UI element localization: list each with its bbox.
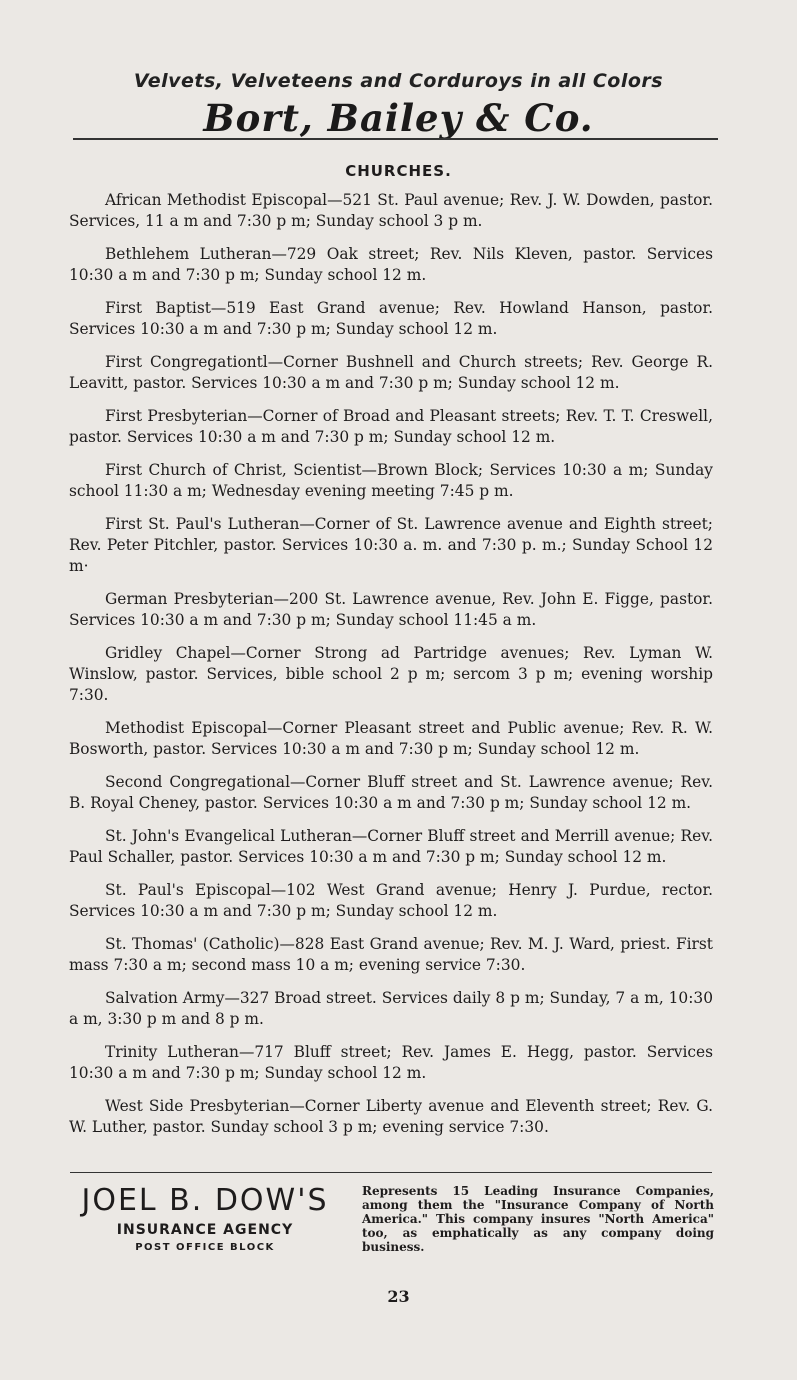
footer-ad-description: Represents 15 Leading Insurance Companies, among them the "Insurance Company of North America." This company insures "North America" too, as emphatically as any company doing business. xyxy=(362,1184,714,1254)
church-list xyxy=(69,190,713,1150)
church-entry: First Baptist—519 East Grand avenue; Rev. Howland Hanson, pastor. Services 10:30 a m and 7:30 p m; Sunday school 12 m. xyxy=(69,299,713,338)
church-entry: Second Congregational—Corner Bluff street and St. Lawrence avenue; Rev. B. Royal Cheney, pastor. Services 10:30 a m and 7:30 p m; Sunday school 12 m. xyxy=(69,773,713,812)
church-entry: First St. Paul's Lutheran—Corner of St. Lawrence avenue and Eighth street; Rev. Peter Pitchler, pastor. Services 10:30 a. m. and 7:30 p. m.; Sunday School 12 m· xyxy=(69,515,713,575)
church-entry: West Side Presbyterian—Corner Liberty avenue and Eleventh street; Rev. G. W. Luther, pastor. Sunday school 3 p m; evening service 7:30. xyxy=(69,1097,713,1136)
church-entry: Gridley Chapel—Corner Strong ad Partridge avenues; Rev. Lyman W. Winslow, pastor. Services, bible school 2 p m; sercom 3 p m; evening worship 7:30. xyxy=(69,644,713,704)
header-ad-tagline: Velvets, Velveteens and Corduroys in all Colors xyxy=(133,70,664,92)
church-entry: First Presbyterian—Corner of Broad and Pleasant streets; Rev. T. T. Creswell, pastor. Services 10:30 a m and 7:30 p m; Sunday school 12 m. xyxy=(69,407,713,446)
church-entry: German Presbyterian—200 St. Lawrence avenue, Rev. John E. Figge, pastor. Services 10:30 a m and 7:30 p m; Sunday school 11:45 a m. xyxy=(69,590,713,629)
footer-ad-subtitle: INSURANCE AGENCY xyxy=(116,1222,294,1238)
header-divider xyxy=(73,138,718,140)
church-entry: St. Paul's Episcopal—102 West Grand avenue; Henry J. Purdue, rector. Services 10:30 a m and 7:30 p m; Sunday school 12 m. xyxy=(69,881,713,920)
church-entry: Trinity Lutheran—717 Bluff street; Rev. James E. Hegg, pastor. Services 10:30 a m and 7:30 p m; Sunday school 12 m. xyxy=(69,1043,713,1082)
page-number: 23 xyxy=(387,1287,410,1306)
church-entry: First Church of Christ, Scientist—Brown Block; Services 10:30 a m; Sunday school 11:30 a m; Wednesday evening meeting 7:45 p m. xyxy=(69,461,713,500)
header-ad-company: Bort, Bailey & Co. xyxy=(203,96,594,140)
church-entry: St. Thomas' (Catholic)—828 East Grand avenue; Rev. M. J. Ward, priest. First mass 7:30 a m; second mass 10 a m; evening service 7:30. xyxy=(69,935,713,974)
footer-ad-location: POST OFFICE BLOCK xyxy=(135,1242,275,1253)
church-entry: Salvation Army—327 Broad street. Services daily 8 p m; Sunday, 7 a m, 10:30 a m, 3:30 p m and 8 p m. xyxy=(69,989,713,1028)
section-heading: CHURCHES. xyxy=(345,162,452,180)
footer-divider xyxy=(70,1172,712,1173)
footer-ad-name: JOEL B. DOW'S xyxy=(81,1183,329,1218)
church-entry: African Methodist Episcopal—521 St. Paul avenue; Rev. J. W. Dowden, pastor. Services, 11 a m and 7:30 p m; Sunday school 3 p m. xyxy=(69,191,713,230)
church-entry: Methodist Episcopal—Corner Pleasant street and Public avenue; Rev. R. W. Bosworth, pastor. Services 10:30 a m and 7:30 p m; Sunday school 12 m. xyxy=(69,719,713,758)
church-entry: St. John's Evangelical Lutheran—Corner Bluff street and Merrill avenue; Rev. Paul Schaller, pastor. Services 10:30 a m and 7:30 p m; Sunday school 12 m. xyxy=(69,827,713,866)
footer-ad-block xyxy=(60,1183,350,1253)
church-entry: First Congregationtl—Corner Bushnell and Church streets; Rev. George R. Leavitt, pastor. Services 10:30 a m and 7:30 p m; Sunday school 12 m. xyxy=(69,353,713,392)
church-entry: Bethlehem Lutheran—729 Oak street; Rev. Nils Kleven, pastor. Services 10:30 a m and 7:30 p m; Sunday school 12 m. xyxy=(69,245,713,284)
